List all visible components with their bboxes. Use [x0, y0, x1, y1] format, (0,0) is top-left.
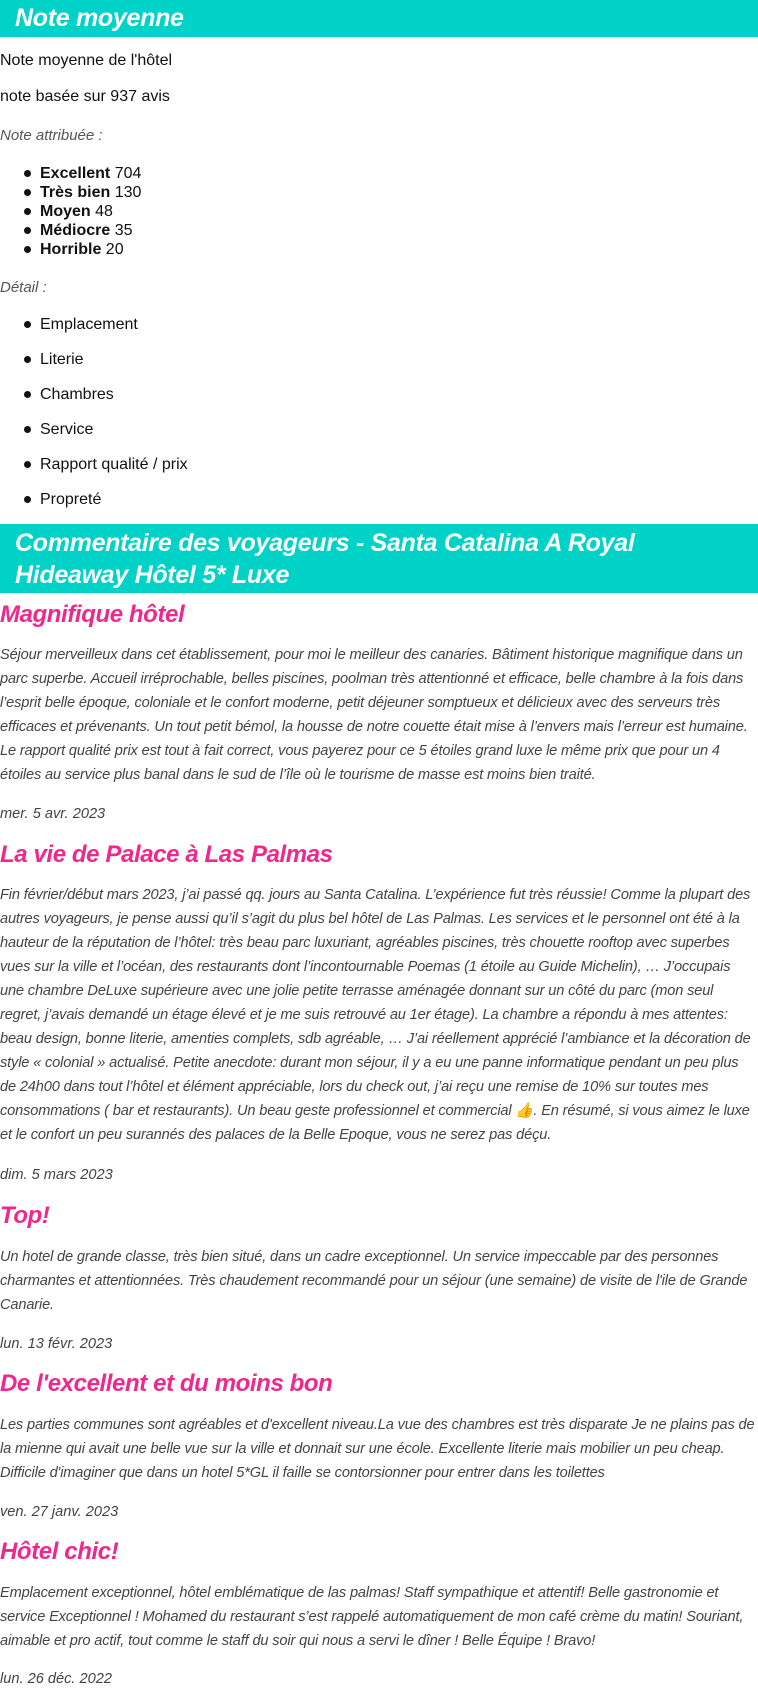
detail-item-proprete: Propreté [0, 490, 188, 525]
rating-item-moyen [0, 202, 141, 221]
review-title: Magnifique hôtel [0, 601, 185, 628]
review-body: Un hotel de grande classe, très bien situé, dans un cadre exceptionnel. Un service impeccable par des personnes charmantes et attentionnées. Très chaudement recommandé pour un séjour (une semaine) de visite de l'ile de Grande Canarie. [0, 1249, 748, 1313]
rating-item-label: Moyen [40, 203, 91, 220]
detail-criteria-list [0, 315, 188, 525]
reviews-basis: note basée sur 937 avis [0, 88, 170, 105]
review-title: De l'excellent et du moins bon [0, 1370, 333, 1397]
detail-item-emplacement: Emplacement [0, 315, 188, 350]
average-rating-header-title: Note moyenne [15, 4, 184, 32]
rating-item-mediocre [0, 221, 141, 240]
rating-item-tres-bien [0, 183, 141, 202]
rating-item-label: Très bien [40, 184, 111, 201]
rating-item-count: 704 [114, 165, 142, 182]
rating-item-label: Excellent [40, 165, 111, 182]
rating-item-label: Médiocre [40, 222, 111, 239]
review-title: La vie de Palace à Las Palmas [0, 841, 333, 868]
review-body: Fin février/début mars 2023, j’ai passé qq. jours au Santa Catalina. L’expérience fut très réussie! Comme la plupart des autres voyageurs, je pense aussi qu’il s’agit du plus bel hôtel de Las Palmas. Les services et le personnel ont été à la hauteur de la réputation de l’hôtel: très beau parc luxuriant, agréables piscines, très chouette rooftop avec superbes vues sur la ville et l’océan, des restaurants dont l’incontournable Poemas (1 étoile au Guide Michelin), … J’occupais une chambre DeLuxe supérieure avec une jolie petite terrasse aménagée donnant sur un côté du parc (mon seul regret, j’avais demandé un étage élevé et je me suis retrouvé au 1er étage). La chambre a répondu à mes attentes: beau design, bonne literie, amenties complets, sdb agréable, … J’ai réellement apprécié l’ambiance et la décoration de style « colonial » actualisé. Petite anecdote: durant mon séjour, il y a eu une panne informatique pendant un peu plus de 24h00 dans tout l’hôtel et élément appréciable, lors du check out, j’ai reçu une remise de 10% sur toutes mes consommations ( bar et restaurants). Un beau geste professionnel et commercial 👍. En résumé, si vous aimez le luxe et le confort un peu surannés des palaces de la Belle Epoque, vous ne serez pas déçu. [0, 887, 751, 1143]
review-body: Séjour merveilleux dans cet établissement, pour moi le meilleur des canaries. Bâtiment historique magnifique dans un parc superbe. Accueil irréprochable, belles piscines, poolman très attentionné et efficace, belle chambre à la fois dans l’esprit belle époque, coloniale et le confort moderne, petit déjeuner somptueux et délicieux avec des serveurs très efficaces et prévenants. Un tout petit bémol, la housse de notre couette était mise à l’envers mais l’erreur est humaine. Le rapport qualité prix est tout à fait correct, vous payerez pour ce 5 étoiles grand luxe le même prix que pour un 4 étoiles au service plus banal dans le sud de l’île où le tourisme de masse est moins bien traité. [0, 647, 748, 783]
rating-breakdown-list [0, 164, 141, 259]
rating-item-label: Horrible [40, 241, 102, 258]
rating-item-count: 35 [114, 222, 133, 239]
review-body: Les parties communes sont agréables et d'excellent niveau.La vue des chambres est très disparate Je ne plains pas de la mienne qui avait une belle vue sur la ville et donnait sur une école. Excellente literie mais mobilier un peu cheap. Difficile d'imaginer que dans un hotel 5*GL il faille se contorsionner pour entrer dans les toilettes [0, 1417, 755, 1481]
reviews-header [0, 524, 758, 593]
average-rating-header [0, 0, 758, 37]
review-title: Top! [0, 1202, 50, 1229]
rating-item-count: 20 [105, 241, 124, 258]
review-date: mer. 5 avr. 2023 [0, 806, 106, 822]
rating-item-excellent [0, 164, 141, 183]
rating-item-count: 130 [114, 184, 142, 201]
review-date: lun. 13 févr. 2023 [0, 1336, 113, 1352]
review-date: ven. 27 janv. 2023 [0, 1504, 119, 1520]
detail-item-rapport-qualite-prix: Rapport qualité / prix [0, 455, 188, 490]
detail-item-service: Service [0, 420, 188, 455]
review-date: dim. 5 mars 2023 [0, 1167, 113, 1183]
detail-item-literie: Literie [0, 350, 188, 385]
review-date: lun. 26 déc. 2022 [0, 1671, 112, 1687]
detail-label: Détail : [0, 279, 47, 296]
reviews-header-title: Commentaire des voyageurs - Santa Catalina A Royal Hideaway Hôtel 5* Luxe [15, 529, 635, 589]
rating-item-count: 48 [95, 203, 113, 220]
review-body: Emplacement exceptionnel, hôtel emblématique de las palmas! Staff sympathique et attentif! Belle gastronomie et service Exceptionnel ! Mohamed du restaurant s’est rappelé automatiquement de mon café crème du matin! Souriant, aimable et pro actif, tout comme le staff du soir qui nous a servi le dîner ! Belle Équipe ! Bravo! [0, 1585, 744, 1649]
hotel-rating-label: Note moyenne de l'hôtel [0, 52, 173, 69]
rating-label: Note attribuée : [0, 127, 103, 144]
review-title: Hôtel chic! [0, 1538, 119, 1565]
detail-item-chambres: Chambres [0, 385, 188, 420]
rating-item-horrible [0, 240, 141, 259]
